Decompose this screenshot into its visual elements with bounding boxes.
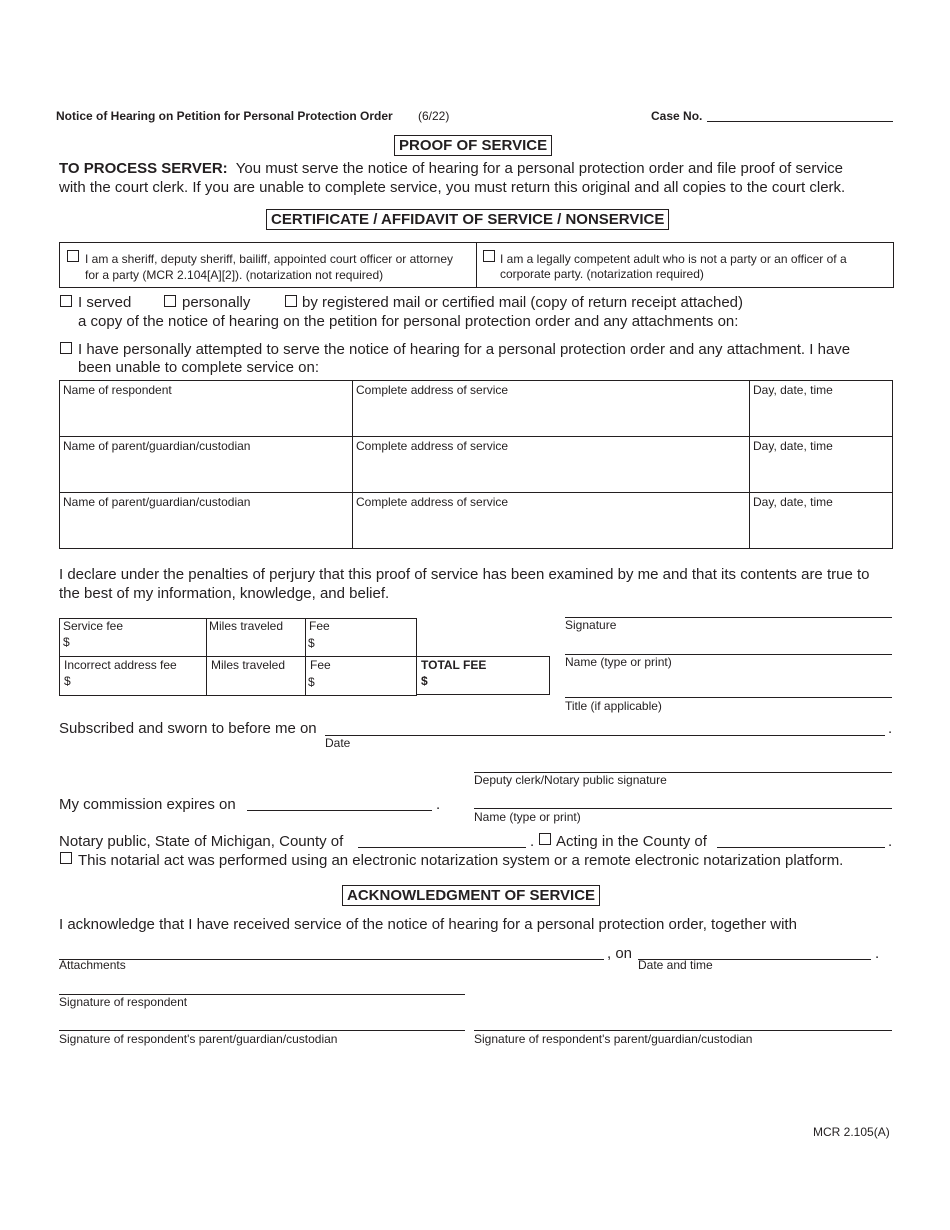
parent-name-label: Name of parent/guardian/custodian	[63, 495, 251, 509]
datetime-input[interactable]	[753, 397, 889, 427]
case-no-label: Case No.	[651, 109, 703, 123]
adult-checkbox[interactable]	[483, 250, 495, 262]
attempt-line2: been unable to complete service on:	[78, 359, 319, 376]
adult-option-line1: I am a legally competent adult who is not a party or an officer of a	[500, 252, 847, 266]
form-version: (6/22)	[418, 109, 450, 123]
form-title: Notice of Hearing on Petition for Personal Protection Order	[56, 109, 393, 123]
deputy-signature-label: Deputy clerk/Notary public signature	[474, 773, 667, 787]
incorrect-fee-label: Incorrect address fee	[64, 658, 177, 672]
notary-county-label: Notary public, State of Michigan, County of	[59, 833, 344, 850]
acting-county-checkbox[interactable]	[539, 833, 551, 845]
acknowledgment-heading: ACKNOWLEDGMENT OF SERVICE	[342, 885, 600, 906]
period: .	[875, 945, 880, 962]
service-fee-label: Service fee	[63, 619, 124, 633]
miles-label: Miles traveled	[209, 619, 284, 633]
table-row	[60, 493, 893, 549]
commission-label: My commission expires on	[59, 796, 236, 813]
certificate-heading: CERTIFICATE / AFFIDAVIT OF SERVICE / NONSERVICE	[266, 209, 669, 230]
parent-signature-line[interactable]	[59, 1030, 465, 1031]
address-input[interactable]	[356, 453, 746, 483]
mail-label: by registered mail or certified mail (copy of return receipt attached)	[302, 294, 744, 311]
title-label: Title (if applicable)	[565, 699, 662, 713]
address-label: Complete address of service	[356, 439, 509, 453]
served-checkbox[interactable]	[60, 295, 72, 307]
service-table	[59, 380, 893, 549]
attachments-input[interactable]	[59, 944, 604, 960]
dollar-sign: $	[63, 635, 70, 649]
title-line[interactable]	[565, 697, 892, 698]
address-label: Complete address of service	[356, 383, 509, 397]
period: .	[888, 833, 893, 850]
copy-line: a copy of the notice of hearing on the petition for personal protection order and any attachments on:	[78, 313, 739, 330]
notary-name-line[interactable]	[474, 808, 892, 809]
proof-of-service-heading: PROOF OF SERVICE	[394, 135, 552, 156]
dollar-sign: $	[308, 636, 315, 650]
attachments-label: Attachments	[59, 958, 126, 972]
notary-county-input[interactable]	[358, 832, 526, 848]
officer-checkbox[interactable]	[67, 250, 79, 262]
total-dollar-sign: $	[421, 674, 428, 688]
electronic-notarization-label: This notarial act was performed using an electronic notarization system or a remote electronic notarization platform.	[78, 852, 844, 869]
table-row	[60, 437, 893, 493]
acknowledgment-text: I acknowledge that I have received service of the notice of hearing for a personal protection order, together with	[59, 916, 797, 933]
officer-option-line1: I am a sheriff, deputy sheriff, bailiff, appointed court officer or attorney	[85, 252, 453, 266]
period: .	[888, 720, 893, 737]
respondent-name-label: Name of respondent	[63, 383, 172, 397]
personally-checkbox[interactable]	[164, 295, 176, 307]
divider	[476, 243, 477, 287]
instructions-label: TO PROCESS SERVER:	[59, 160, 228, 177]
address-input[interactable]	[356, 509, 746, 539]
dollar-sign: $	[308, 675, 315, 689]
electronic-notarization-checkbox[interactable]	[60, 852, 72, 864]
parent-signature-label: Signature of respondent's parent/guardian/custodian	[59, 1032, 338, 1046]
date-time-label: Date and time	[638, 958, 713, 972]
mail-checkbox[interactable]	[285, 295, 297, 307]
process-server-instructions	[59, 160, 843, 177]
address-input[interactable]	[356, 397, 746, 427]
total-fee-label: TOTAL FEE	[421, 658, 487, 672]
acting-county-input[interactable]	[717, 832, 885, 848]
table-row	[60, 381, 893, 437]
datetime-label: Day, date, time	[753, 439, 833, 453]
dollar-sign: $	[64, 674, 71, 688]
period: .	[530, 833, 535, 850]
fee-col-divider	[206, 618, 207, 695]
date-label: Date	[325, 736, 351, 750]
officer-option-line2: for a party (MCR 2.104[A][2]). (notarization not required)	[85, 268, 384, 282]
case-no-input[interactable]	[707, 106, 893, 122]
respondent-signature-label: Signature of respondent	[59, 995, 188, 1009]
period: .	[436, 796, 441, 813]
commission-input[interactable]	[247, 795, 432, 811]
parent-name-input[interactable]	[63, 509, 349, 539]
parent-signature-line-2[interactable]	[474, 1030, 892, 1031]
notary-name-label: Name (type or print)	[474, 810, 581, 824]
instructions-line2: with the court clerk. If you are unable to complete service, you must return this original and all copies to the court clerk.	[59, 179, 846, 196]
signature-label: Signature	[565, 618, 617, 632]
footer-code: MCR 2.105(A)	[813, 1125, 890, 1139]
address-label: Complete address of service	[356, 495, 509, 509]
parent-signature-label-2: Signature of respondent's parent/guardian/custodian	[474, 1032, 753, 1046]
name-label: Name (type or print)	[565, 655, 672, 669]
parent-name-input[interactable]	[63, 453, 349, 483]
datetime-input[interactable]	[753, 509, 889, 539]
subscribed-label: Subscribed and sworn to before me on	[59, 720, 317, 737]
datetime-label: Day, date, time	[753, 495, 833, 509]
acting-county-label: Acting in the County of	[556, 833, 707, 850]
attempt-checkbox[interactable]	[60, 342, 72, 354]
instructions-line1: You must serve the notice of hearing for a personal protection order and file proof of service	[235, 160, 844, 177]
adult-option-line2: corporate party. (notarization required)	[500, 267, 704, 281]
fee-col-divider	[305, 618, 306, 695]
personally-label: personally	[182, 294, 251, 311]
parent-name-label: Name of parent/guardian/custodian	[63, 439, 251, 453]
served-label: I served	[78, 294, 132, 311]
subscribed-date-input[interactable]	[325, 720, 885, 736]
datetime-input[interactable]	[753, 453, 889, 483]
datetime-label: Day, date, time	[753, 383, 833, 397]
declaration-line2: the best of my information, knowledge, and belief.	[59, 585, 390, 602]
attempt-line1: I have personally attempted to serve the notice of hearing for a personal protection order and any attachment. I have	[78, 341, 851, 358]
on-label: , on	[607, 945, 633, 962]
fee-label: Fee	[310, 658, 331, 672]
declaration-line1: I declare under the penalties of perjury that this proof of service has been examined by me and that its contents are true to	[59, 566, 870, 583]
fee-label: Fee	[309, 619, 330, 633]
miles-label: Miles traveled	[211, 658, 286, 672]
respondent-name-input[interactable]	[63, 397, 349, 427]
